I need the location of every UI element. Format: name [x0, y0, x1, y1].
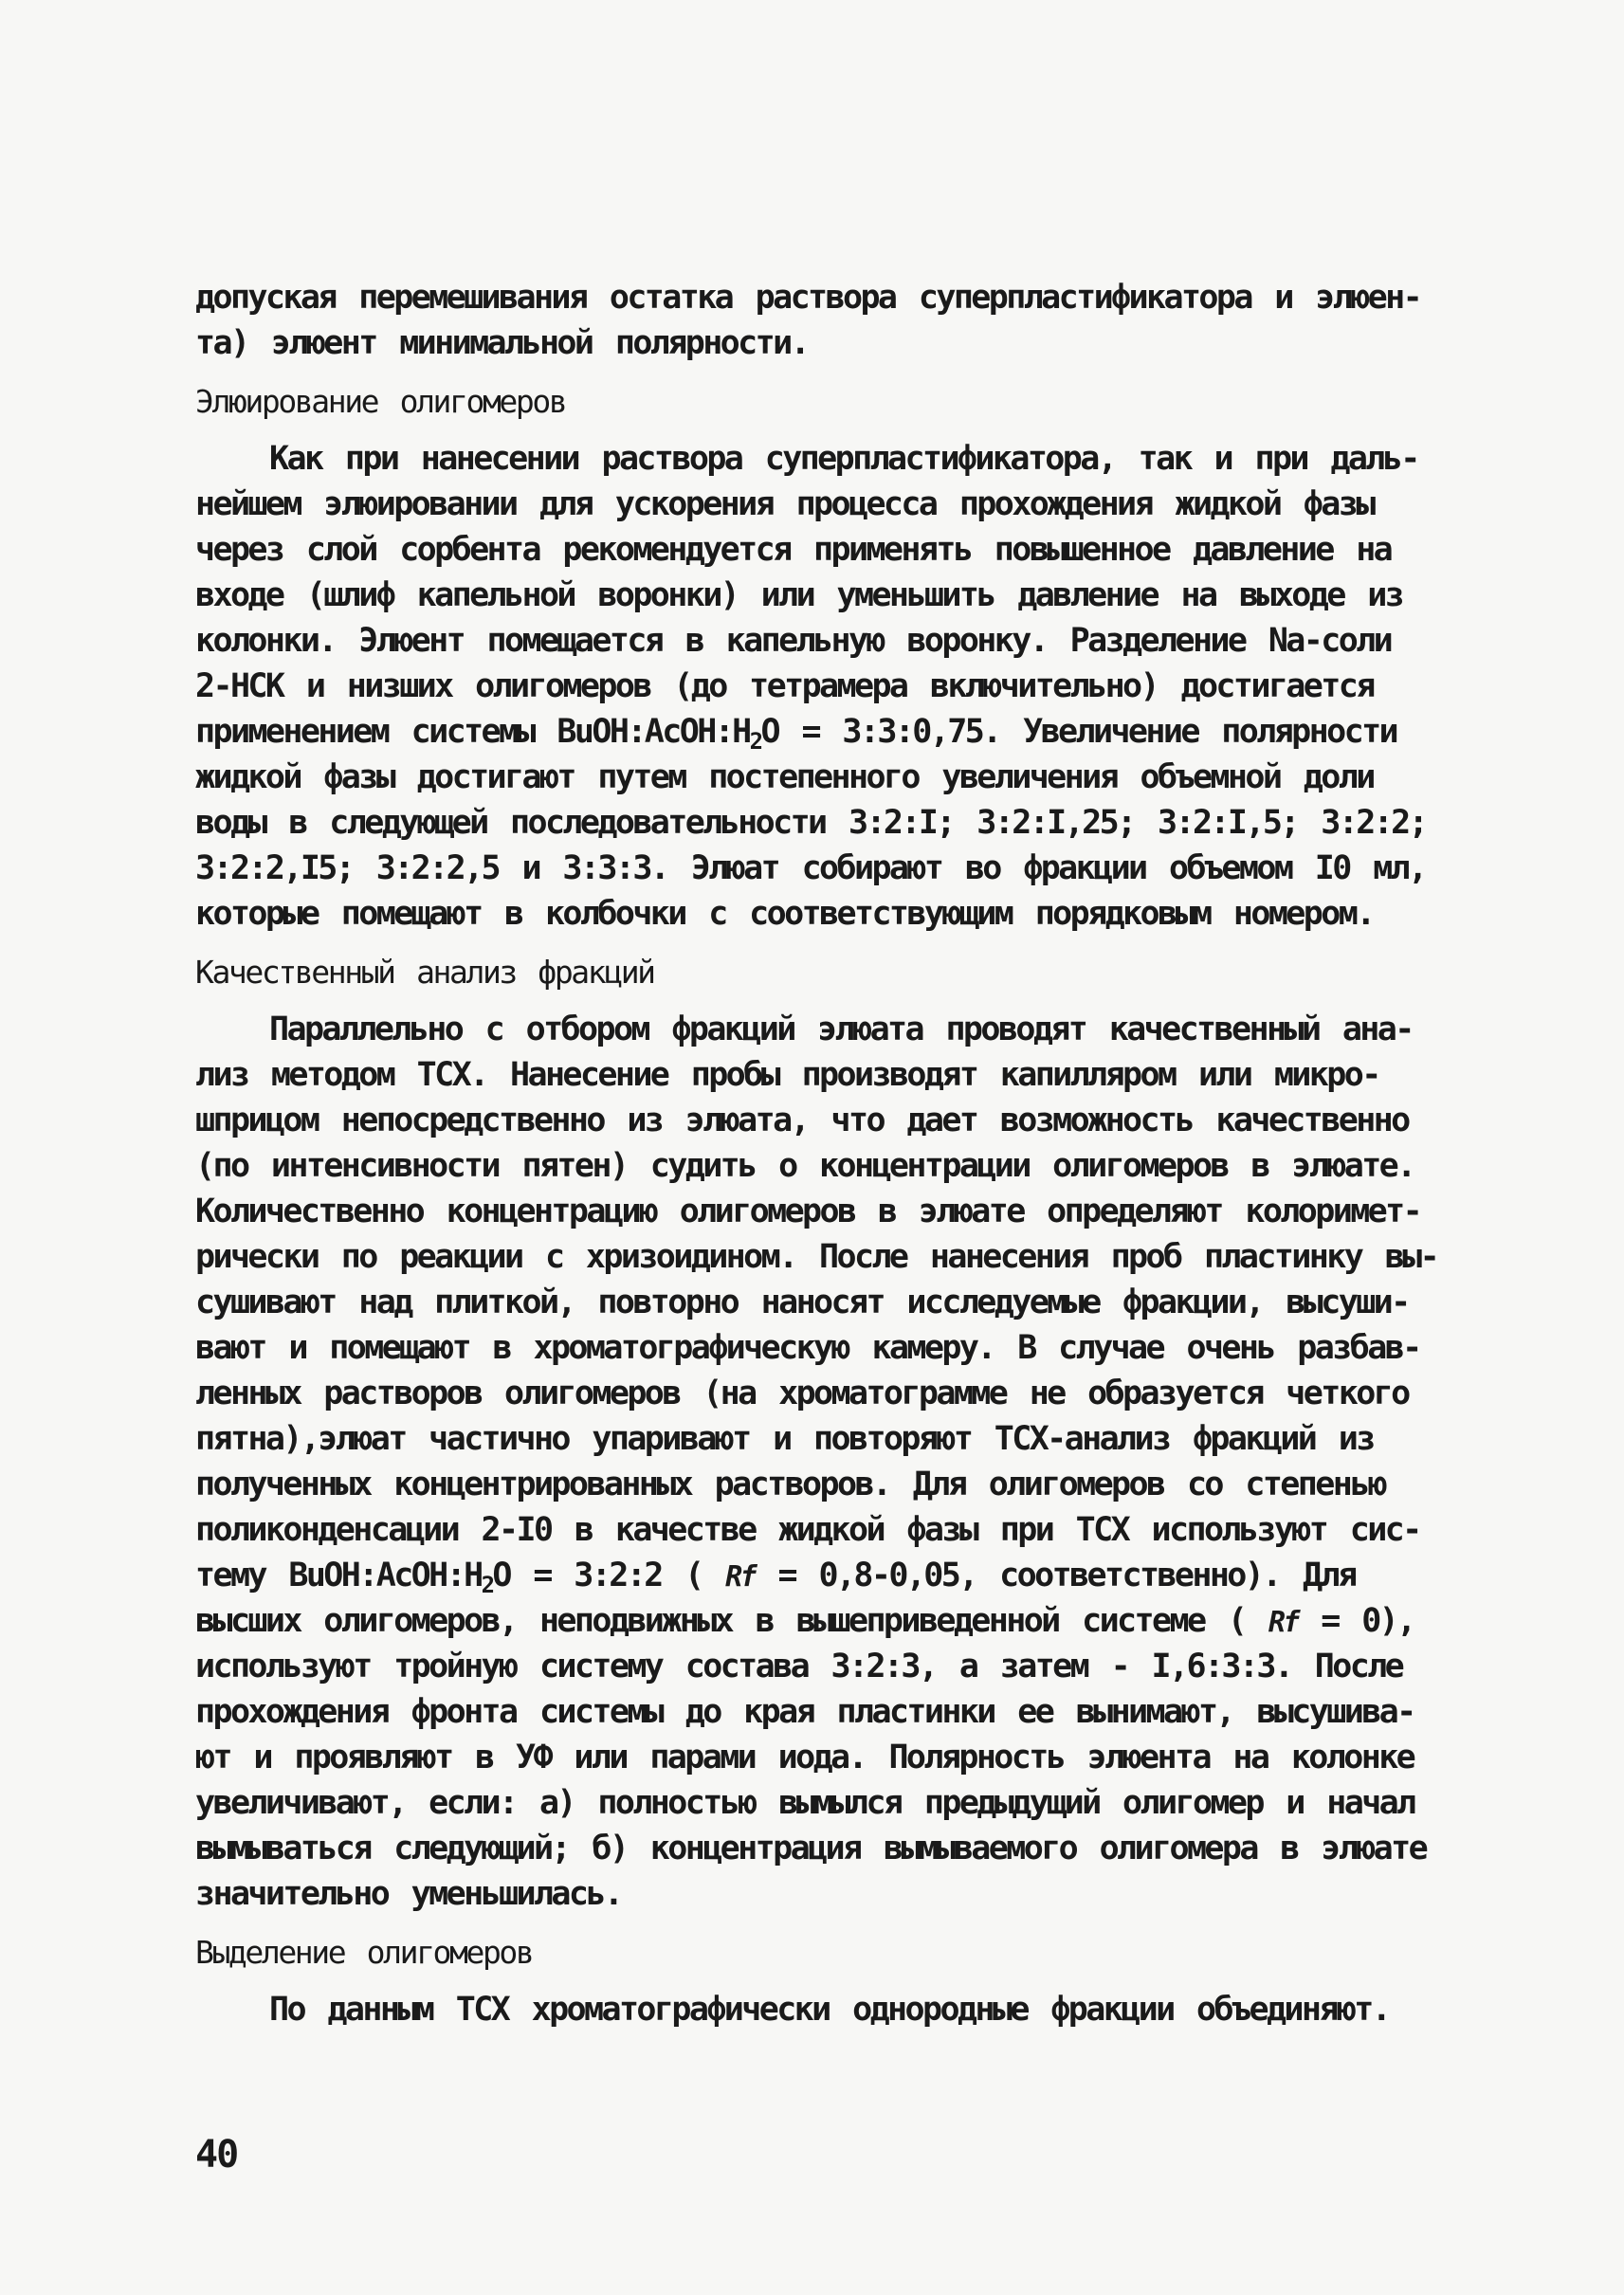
- paragraph-line-rf: высших олигомеров, неподвижных в вышеприведенной системе ( Rf = 0),: [195, 1602, 1414, 1640]
- paragraph-line: ют и проявляют в УФ или парами иода. Полярность элюента на колонке: [195, 1739, 1414, 1776]
- paragraph-line: которые помещают в колбочки с соответствующим порядковым номером.: [195, 895, 1374, 933]
- paragraph-line: Как при нанесении раствора суперпластификатора, так и при даль-: [269, 440, 1418, 478]
- paragraph-line: пятна),элюат частично упаривают и повторяют ТСХ-анализ фракций из: [195, 1420, 1374, 1458]
- intro-line-1: допуская перемешивания остатка раствора суперпластификатора и элюен-: [195, 279, 1421, 317]
- paragraph-line: поликонденсации 2-I0 в качестве жидкой фазы при ТСХ используют сис-: [195, 1511, 1420, 1549]
- paragraph-line-formula: тему $BuOH:AcOH:H_2O$ = 3:2:2 ( Rf = 0,8-0,05, соответственно). Для: [195, 1557, 1356, 1598]
- section-heading-elution: Элюирование олигомеров: [195, 383, 566, 420]
- paragraph-line-formula: применением системы $BuOH:AcOH:H_2O$ = 3:3:0,75. Увеличение полярности: [195, 713, 1397, 755]
- paragraph-line: воды в следующей последовательности 3:2:I; 3:2:I,25; 3:2:I,5; 3:2:2;: [195, 804, 1427, 842]
- paragraph-line: увеличивают, если: а) полностью вымылся предыдущий олигомер и начал: [195, 1784, 1414, 1822]
- paragraph-line: Параллельно с отбором фракций элюата проводят качественный ана-: [269, 1011, 1413, 1048]
- paragraph-line: через слой сорбента рекомендуется применять повышенное давление на: [195, 531, 1392, 569]
- paragraph-line: Количественно концентрацию олигомеров в элюате определяют колоримет-: [195, 1193, 1421, 1230]
- section-heading-isolation: Выделение олигомеров: [195, 1934, 533, 1971]
- paragraph-line: шприцом непосредственно из элюата, что дает возможность качественно: [195, 1102, 1409, 1139]
- section-heading-analysis: Качественный анализ фракций: [195, 954, 654, 991]
- paragraph-line: 2-НСК и низших олигомеров (до тетрамера включительно) достигается: [195, 667, 1374, 705]
- page-number: 40: [195, 2133, 238, 2177]
- paragraph-line: используют тройную систему состава 3:2:3, а затем - I,6:3:3. После: [195, 1648, 1403, 1685]
- paragraph-line: 3:2:2,I5; 3:2:2,5 и 3:3:3. Элюат собирают во фракции объемом I0 мл,: [195, 849, 1426, 887]
- paragraph-line: По данным ТСХ хроматографически однородные фракции объединяют.: [269, 1991, 1390, 2029]
- paragraph-line: рически по реакции с хризоидином. После нанесения проб пластинку вы-: [195, 1238, 1438, 1276]
- paragraph-line: (по интенсивности пятен) судить о концентрации олигомеров в элюате.: [195, 1147, 1414, 1185]
- intro-line-2: та) элюент минимальной полярности.: [195, 324, 809, 362]
- paragraph-line: полученных концентрированных растворов. Для олигомеров со степенью: [195, 1466, 1386, 1503]
- paragraph-line: жидкой фазы достигают путем постепенного увеличения объемной доли: [195, 758, 1374, 796]
- paragraph-line: сушивают над плиткой, повторно наносят исследуемые фракции, высуши-: [195, 1284, 1409, 1321]
- paragraph-line: лиз методом ТСХ. Нанесение пробы производят капилляром или микро-: [195, 1056, 1379, 1094]
- paragraph-line: входе (шлиф капельной воронки) или уменьшить давление на выходе из: [195, 576, 1403, 614]
- paragraph-line: прохождения фронта системы до края пластинки ее вынимают, высушива-: [195, 1693, 1414, 1731]
- paragraph-line: колонки. Элюент помещается в капельную воронку. Разделение Na-соли: [195, 622, 1392, 660]
- paragraph-line: вают и помещают в хроматографическую камеру. В случае очень разбав-: [195, 1329, 1420, 1367]
- paragraph-line: нейшем элюировании для ускорения процесса прохождения жидкой фазы: [195, 485, 1374, 523]
- paragraph-line: ленных растворов олигомеров (на хроматограмме не образуется четкого: [195, 1375, 1409, 1412]
- page-body: [195, 275, 1447, 2032]
- paragraph-line: значительно уменьшилась.: [195, 1875, 622, 1913]
- paragraph-line: вымываться следующий; б) концентрация вымываемого олигомера в элюате: [195, 1830, 1427, 1867]
